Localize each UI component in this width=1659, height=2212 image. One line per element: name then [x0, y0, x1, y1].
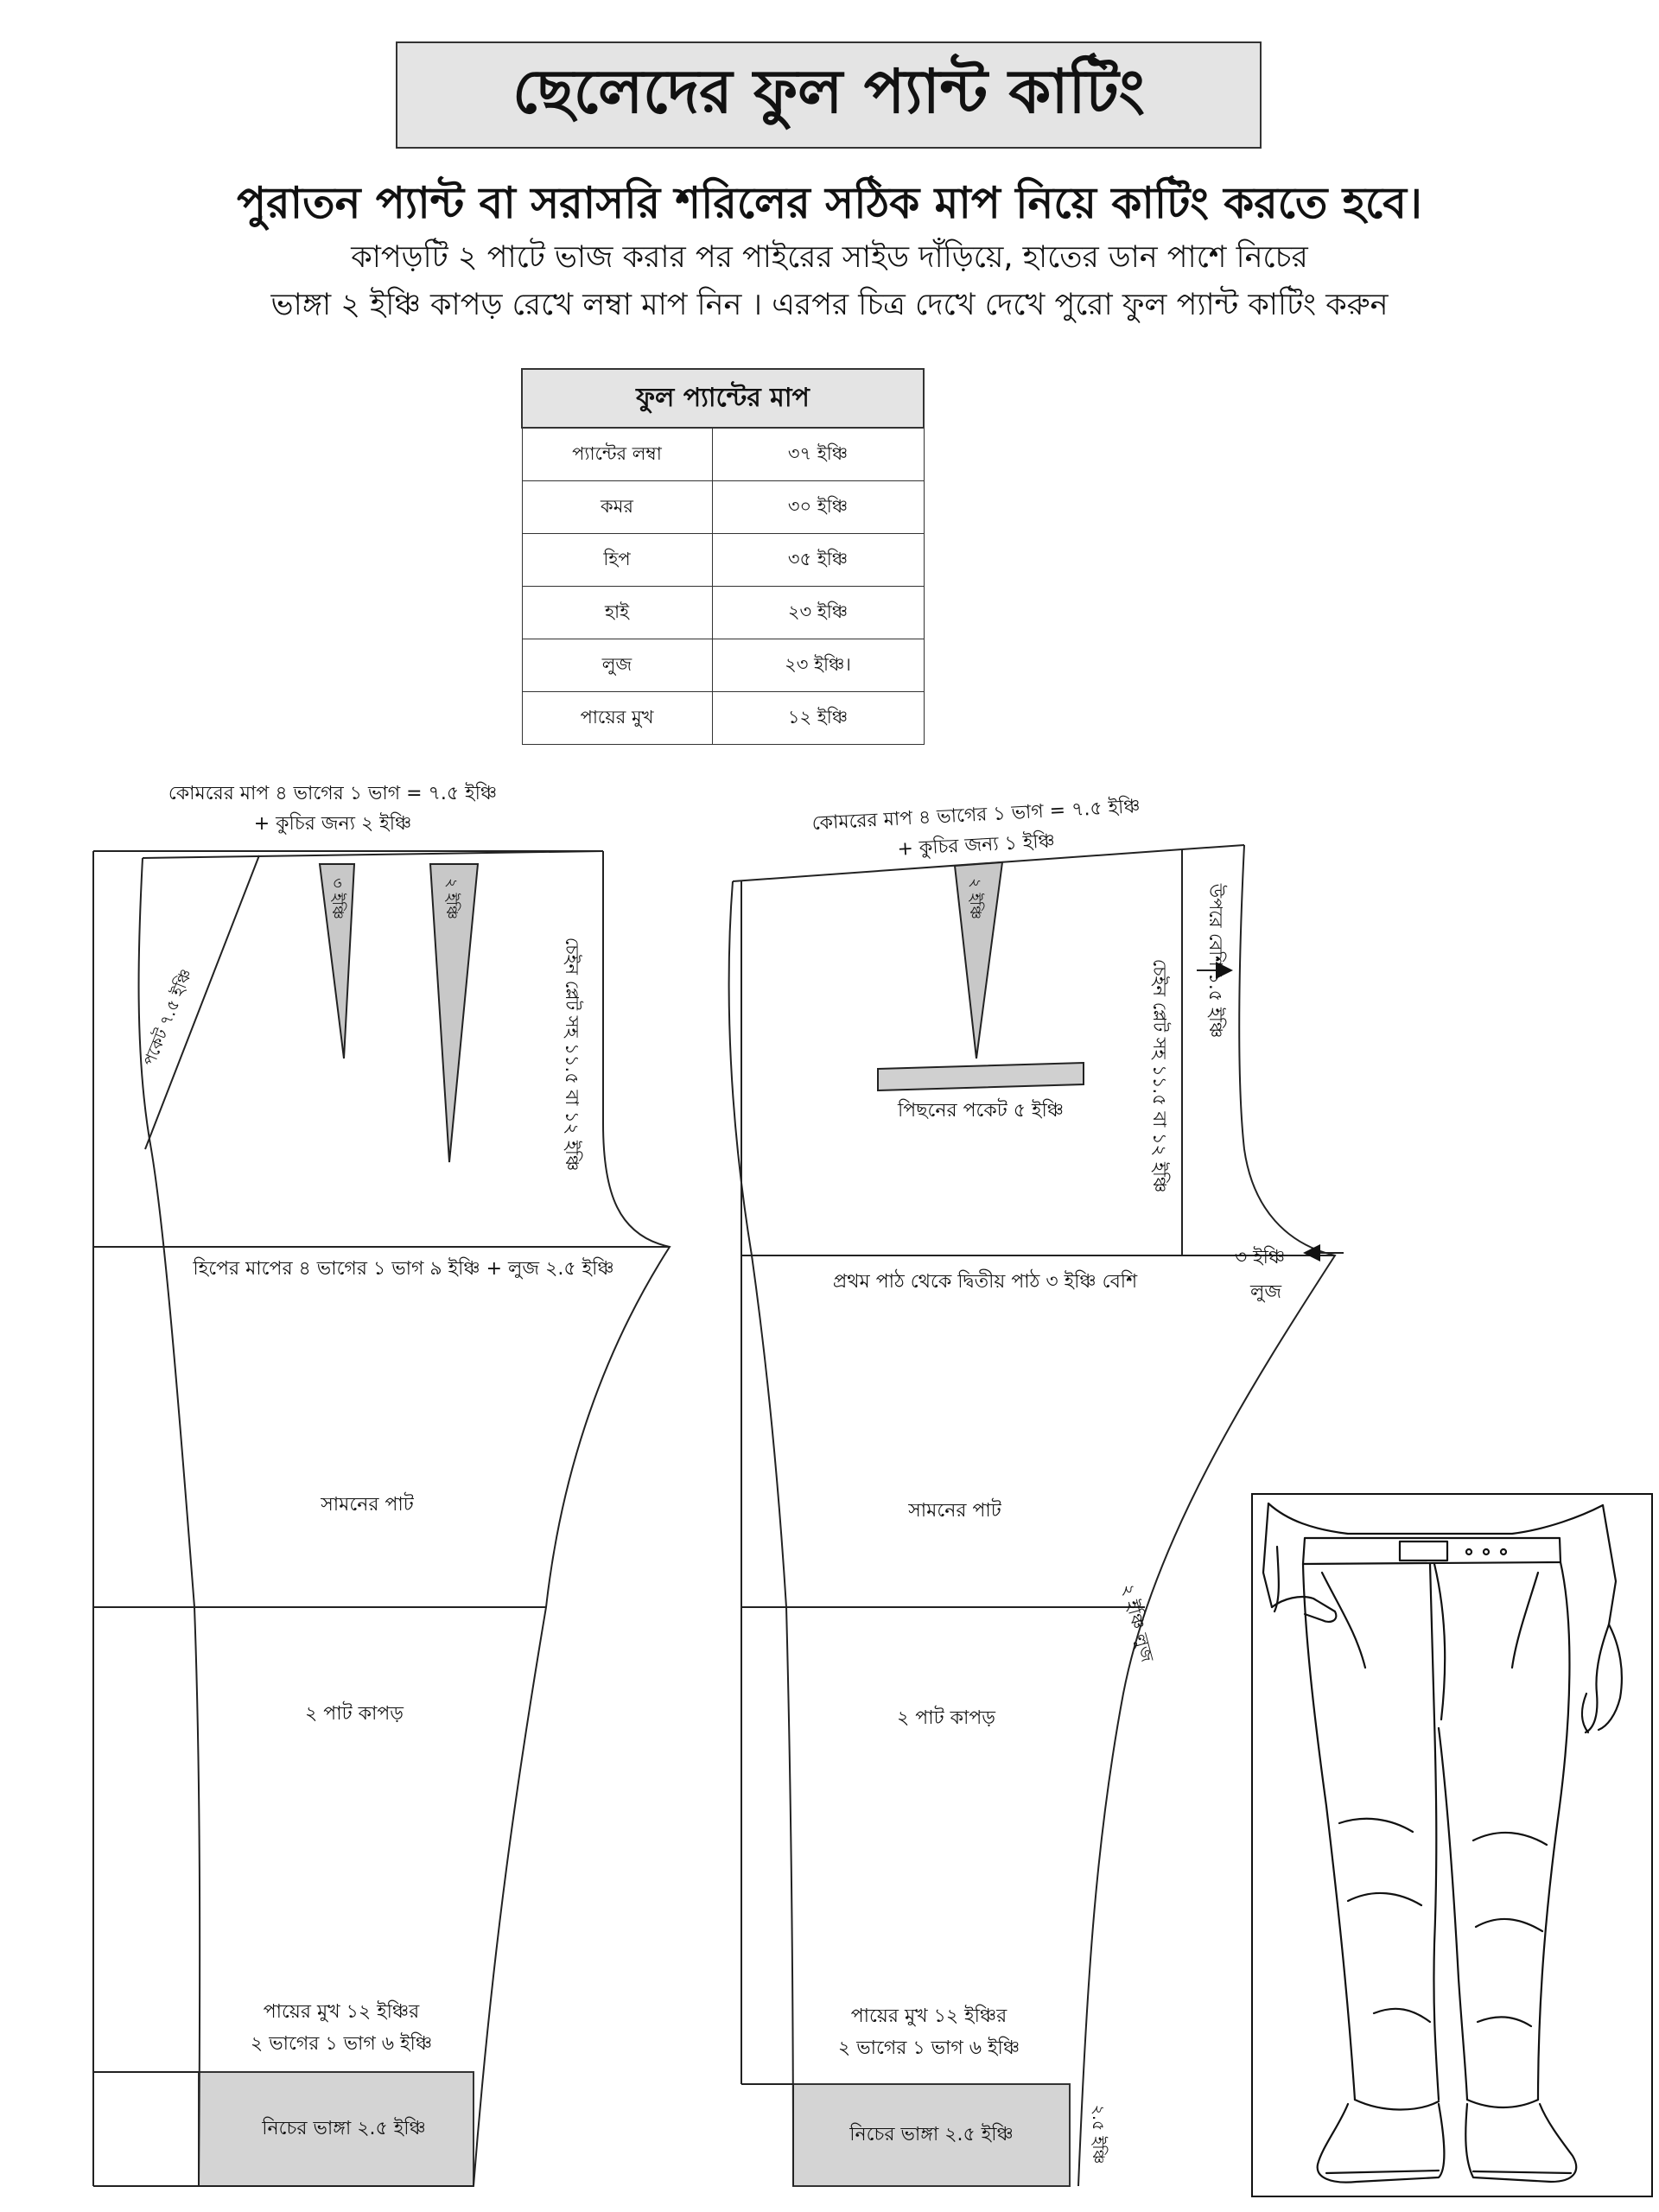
- measurement-value: ৩০ ইঞ্চি: [712, 481, 924, 534]
- measurement-label: পায়ের মুখ: [522, 692, 712, 745]
- measurement-label: হিপ: [522, 534, 712, 587]
- measurement-label: লুজ: [522, 639, 712, 692]
- measurement-value: ২৩ ইঞ্চি: [712, 587, 924, 639]
- back-pocket-label: পিছনের পকেট ৫ ইঞ্চি: [897, 1100, 1065, 1122]
- instruction-line-2: ভাঙ্গা ২ ইঞ্চি কাপড় রেখে লম্বা মাপ নিন । এরপর চিত্র দেখে দেখে পুরো ফুল প্যান্ট কাটিং করুন: [270, 288, 1389, 322]
- back-panel-label: সামনের পাট: [908, 1500, 1001, 1522]
- front-inseam: [474, 1123, 670, 2186]
- measurement-value: ২৩ ইঞ্চি।: [712, 639, 924, 692]
- instruction-line-1: কাপড়টি ২ পাটে ভাজ করার পর পাইরের সাইড দাঁড়িয়ে, হাতের ডান পাশে নিচের: [351, 240, 1308, 275]
- back-side-seam: [729, 881, 793, 2186]
- measurement-value: ৩৭ ইঞ্চি: [712, 428, 924, 481]
- back-loose-value: ৩ ইঞ্চি: [1234, 1247, 1286, 1268]
- front-waist-label-2: + কুচির জন্য ২ ইঞ্চি: [253, 813, 412, 835]
- back-fold-label: নিচের ভাঙ্গা ২.৫ ইঞ্চি: [849, 2124, 1014, 2145]
- front-waist-line: [143, 851, 603, 858]
- back-hem-label-1: পায়ের মুখ ১২ ইঞ্চির: [850, 2005, 1007, 2027]
- back-fly-label: চেইন প্লেট সহ ১১.৫ বা ১২ ইঞ্চি: [1149, 958, 1170, 1193]
- back-waist-label-2: + কুচির জন্য ১ ইঞ্চি: [896, 830, 1056, 861]
- back-pocket: [878, 1063, 1084, 1090]
- back-dart-label: ২ ইঞ্চি: [966, 878, 984, 919]
- back-side-loose-label: ২ ইঞ্চি লুজ: [1117, 1581, 1159, 1664]
- front-pocket-label: পকেট ৭.৫ ইঞ্চি: [139, 966, 196, 1069]
- front-dart-1-label: ৩ ইঞ্চি: [328, 878, 346, 919]
- back-side-fold-label: ২.৫ ইঞ্চি: [1089, 2104, 1108, 2164]
- back-waist-label-1: কোমরের মাপ ৪ ভাগের ১ ভাগ = ৭.৫ ইঞ্চি: [811, 796, 1141, 835]
- front-panel-label: সামনের পাট: [321, 1494, 414, 1516]
- page-subtitle: পুরাতন প্যান্ট বা সরাসরি শরিলের সঠিক মাপ নিয়ে কাটিং করতে হবে।: [237, 178, 1422, 228]
- front-pocket-line: [145, 855, 259, 1149]
- page-title: ছেলেদের ফুল প্যান্ট কাটিং: [396, 41, 1262, 149]
- front-hip-label: হিপের মাপের ৪ ভাগের ১ ভাগ ৯ ইঞ্চি + লুজ ২.৫ ইঞ্চি: [193, 1258, 614, 1280]
- front-fly-label: চেইন প্লেট সহ ১১.৫ বা ১২ ইঞ্চি: [562, 937, 582, 1172]
- front-hem-label-2: ২ ভাগের ১ ভাগ ৬ ইঞ্চি: [250, 2033, 433, 2055]
- front-fabric-label: ২ পাট কাপড়: [304, 1703, 404, 1725]
- back-waist-extension: [1182, 845, 1244, 849]
- front-waist-label-1: কোমরের মাপ ৪ ভাগের ১ ভাগ = ৭.৫ ইঞ্চি: [168, 783, 498, 804]
- measurement-label: কমর: [522, 481, 712, 534]
- back-fabric-label: ২ পাট কাপড়: [896, 1707, 996, 1729]
- back-hip-label: প্রথম পাঠ থেকে দ্বিতীয় পাঠ ৩ ইঞ্চি বেশি: [832, 1271, 1138, 1293]
- front-dart-2-label: ২ ইঞ্চি: [442, 878, 461, 919]
- back-extra-label: উপরে বেশি ১.৫ ইঞ্চি: [1205, 883, 1226, 1039]
- back-loose-word: লুজ: [1249, 1281, 1282, 1303]
- measurement-label: হাই: [522, 587, 712, 639]
- measurement-value: ৩৫ ইঞ্চি: [712, 534, 924, 587]
- trousers-illustration: [1251, 1493, 1653, 2197]
- front-fold-label: নিচের ভাঙ্গা ২.৫ ইঞ্চি: [262, 2118, 426, 2139]
- measurement-label: প্যান্টের লম্বা: [522, 428, 712, 481]
- back-hem-label-2: ২ ভাগের ১ ভাগ ৬ ইঞ্চি: [837, 2037, 1020, 2059]
- man-in-trousers-icon: [1253, 1495, 1651, 2196]
- measurement-table-heading: ফুল প্যান্টের মাপ: [522, 369, 924, 428]
- measurement-value: ১২ ইঞ্চি: [712, 692, 924, 745]
- front-hem-label-1: পায়ের মুখ ১২ ইঞ্চির: [263, 2001, 420, 2023]
